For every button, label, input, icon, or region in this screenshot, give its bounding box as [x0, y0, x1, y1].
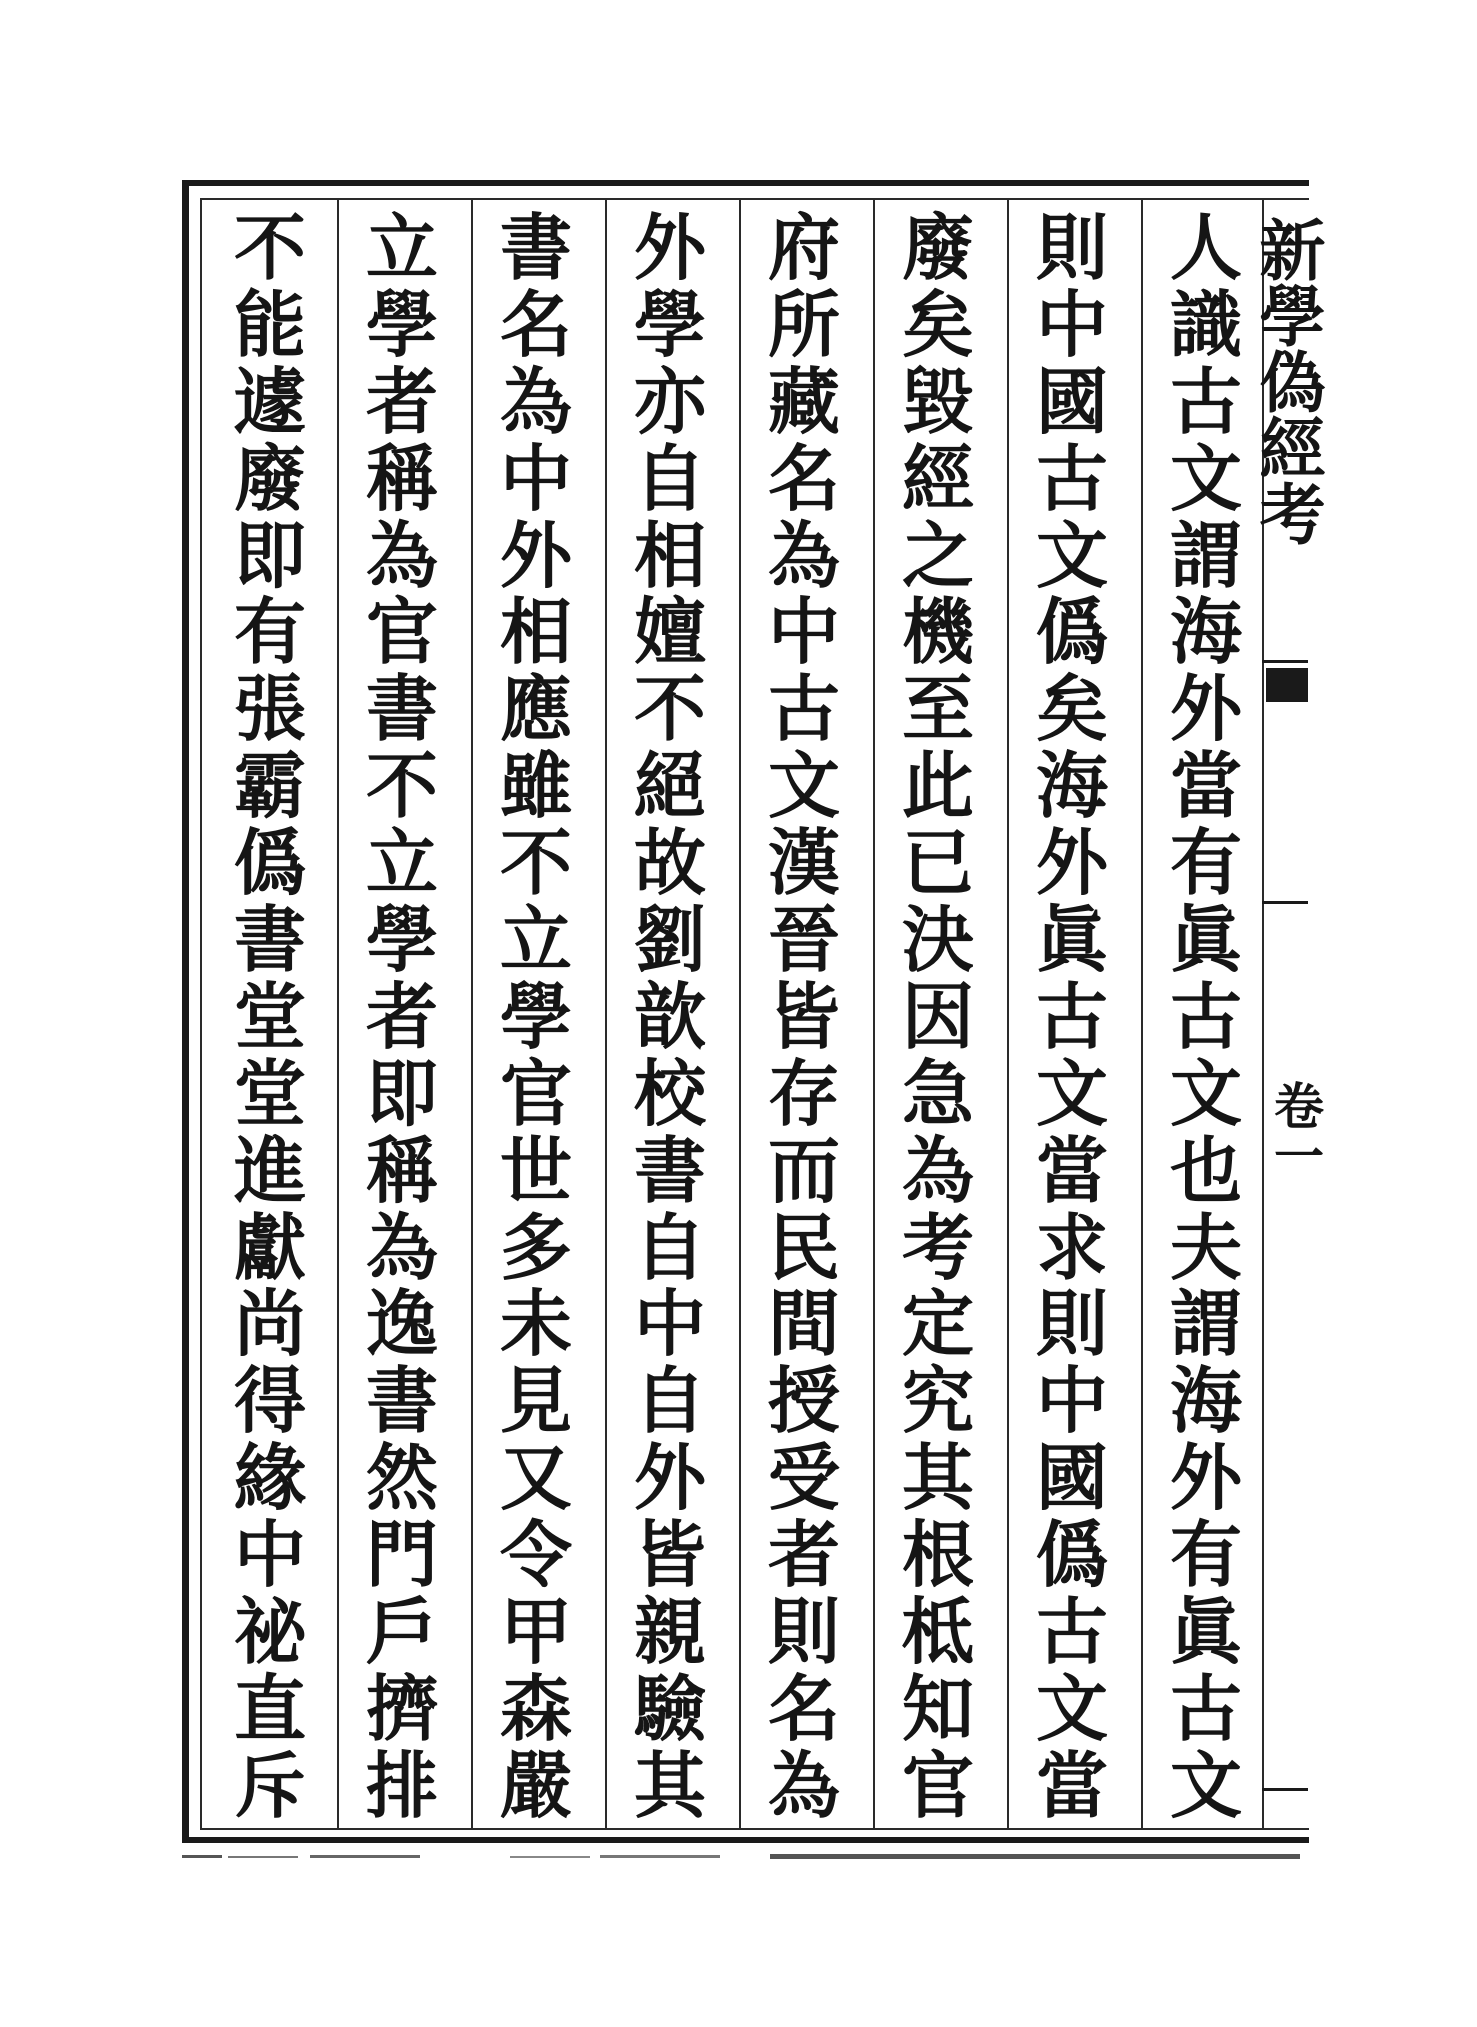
character: 中	[767, 589, 840, 675]
character: 毀	[901, 358, 974, 444]
character: 決	[901, 897, 974, 983]
character: 人	[1169, 205, 1242, 290]
character: 因	[901, 973, 974, 1059]
character: 文	[1169, 435, 1242, 521]
text-column-3	[874, 205, 1002, 1828]
fishtail-lower-rule	[1262, 1788, 1308, 1791]
character: 多	[499, 1204, 572, 1290]
character: 國	[1035, 358, 1108, 444]
character: 至	[901, 666, 974, 752]
character: 不	[499, 820, 572, 906]
character: 柢	[901, 1589, 974, 1675]
character: 古	[1169, 358, 1242, 444]
character: 書	[365, 666, 438, 752]
character: 堂	[233, 1050, 306, 1136]
character: 而	[767, 1127, 840, 1213]
character: 國	[1035, 1435, 1108, 1521]
character: 也	[1169, 1127, 1242, 1213]
character: 自	[633, 1204, 706, 1290]
juan-label: 卷一	[1266, 1080, 1325, 1180]
character: 嬗	[633, 589, 706, 675]
character: 名	[767, 435, 840, 521]
character: 森	[499, 1665, 572, 1751]
character: 雖	[499, 743, 572, 829]
character: 外	[499, 512, 572, 598]
character: 即	[233, 512, 306, 598]
character: 自	[633, 1358, 706, 1444]
character: 故	[633, 820, 706, 906]
character: 外	[1169, 1435, 1242, 1521]
character: 為	[499, 358, 572, 444]
character: 夫	[1169, 1204, 1242, 1290]
character: 為	[365, 1204, 438, 1290]
character: 存	[767, 1050, 840, 1136]
character: 此	[901, 743, 974, 829]
character: 急	[901, 1050, 974, 1136]
character: 立	[365, 820, 438, 906]
character: 矣	[901, 281, 974, 367]
character: 歆	[633, 973, 706, 1059]
character: 斥	[233, 1742, 306, 1828]
character: 中	[633, 1281, 706, 1367]
print-speckle	[180, 1852, 1310, 1862]
character: 其	[633, 1742, 706, 1828]
character: 晉	[767, 897, 840, 983]
character: 眞	[1169, 897, 1242, 983]
character: 所	[767, 281, 840, 367]
character: 古	[1169, 1665, 1242, 1751]
character: 求	[1035, 1204, 1108, 1290]
character: 機	[901, 589, 974, 675]
character: 堂	[233, 973, 306, 1059]
character: 甲	[499, 1589, 572, 1675]
character: 根	[901, 1512, 974, 1598]
character: 則	[1035, 1281, 1108, 1367]
character: 得	[233, 1358, 306, 1444]
character: 自	[633, 435, 706, 521]
character: 書	[233, 897, 306, 983]
character: 皆	[633, 1512, 706, 1598]
character: 為	[767, 512, 840, 598]
character: 嚴	[499, 1742, 572, 1828]
character: 定	[901, 1281, 974, 1367]
character: 之	[901, 512, 974, 598]
character: 遽	[233, 358, 306, 444]
character: 排	[365, 1742, 438, 1828]
character: 則	[1035, 205, 1108, 290]
character: 廢	[233, 435, 306, 521]
character: 矣	[1035, 666, 1108, 752]
character: 祕	[233, 1589, 306, 1675]
character: 令	[499, 1512, 572, 1598]
character: 中	[499, 435, 572, 521]
character: 府	[767, 205, 840, 290]
character: 親	[633, 1589, 706, 1675]
character: 學	[365, 897, 438, 983]
character: 能	[233, 281, 306, 367]
character: 稱	[365, 1127, 438, 1213]
character: 相	[499, 589, 572, 675]
character: 中	[1035, 281, 1108, 367]
character: 廢	[901, 205, 974, 290]
character: 稱	[365, 435, 438, 521]
text-column-8	[206, 205, 334, 1828]
character: 書	[499, 205, 572, 290]
character: 古	[1169, 973, 1242, 1059]
character: 霸	[233, 743, 306, 829]
character: 學	[365, 281, 438, 367]
character: 官	[499, 1050, 572, 1136]
character: 當	[1035, 1742, 1108, 1828]
center-fold-column	[1248, 200, 1326, 1828]
character: 謂	[1169, 512, 1242, 598]
character: 古	[1035, 1589, 1108, 1675]
character: 然	[365, 1435, 438, 1521]
text-column-6	[472, 205, 600, 1828]
character: 立	[499, 897, 572, 983]
character: 逸	[365, 1281, 438, 1367]
character: 立	[365, 205, 438, 290]
character: 不	[233, 205, 306, 290]
character: 緣	[233, 1435, 306, 1521]
character: 門	[365, 1512, 438, 1598]
character: 不	[365, 743, 438, 829]
fishtail-block	[1266, 668, 1308, 702]
character: 文	[1035, 1050, 1108, 1136]
character: 海	[1169, 589, 1242, 675]
character: 文	[1169, 1742, 1242, 1828]
character: 見	[499, 1358, 572, 1444]
character: 古	[1035, 435, 1108, 521]
character: 相	[633, 512, 706, 598]
character: 受	[767, 1435, 840, 1521]
character: 校	[633, 1050, 706, 1136]
character: 則	[767, 1589, 840, 1675]
character: 海	[1169, 1358, 1242, 1444]
character: 學	[499, 973, 572, 1059]
character: 究	[901, 1358, 974, 1444]
character: 絕	[633, 743, 706, 829]
character: 應	[499, 666, 572, 752]
character: 授	[767, 1358, 840, 1444]
character: 為	[901, 1127, 974, 1213]
character: 學	[633, 281, 706, 367]
character: 者	[365, 973, 438, 1059]
character: 中	[1035, 1358, 1108, 1444]
character: 古	[1035, 973, 1108, 1059]
character: 古	[767, 666, 840, 752]
character: 眞	[1169, 1589, 1242, 1675]
character: 張	[233, 666, 306, 752]
character: 外	[633, 205, 706, 290]
character: 民	[767, 1204, 840, 1290]
character: 外	[1169, 666, 1242, 752]
character: 僞	[1035, 589, 1108, 675]
character: 中	[233, 1512, 306, 1598]
character: 亦	[633, 358, 706, 444]
character: 外	[1035, 820, 1108, 906]
character: 知	[901, 1665, 974, 1751]
character: 海	[1035, 743, 1108, 829]
character: 僞	[233, 820, 306, 906]
character: 識	[1169, 281, 1242, 367]
character: 文	[1169, 1050, 1242, 1136]
text-column-7	[338, 205, 466, 1828]
character: 書	[365, 1358, 438, 1444]
character: 即	[365, 1050, 438, 1136]
character: 者	[767, 1512, 840, 1598]
character: 劉	[633, 897, 706, 983]
character: 戶	[365, 1589, 438, 1675]
character: 謂	[1169, 1281, 1242, 1367]
character: 文	[1035, 512, 1108, 598]
character: 未	[499, 1281, 572, 1367]
character: 尚	[233, 1281, 306, 1367]
character: 有	[1169, 820, 1242, 906]
text-column-5	[606, 205, 734, 1828]
character: 者	[365, 358, 438, 444]
character: 文	[1035, 1665, 1108, 1751]
character: 官	[365, 589, 438, 675]
character: 當	[1169, 743, 1242, 829]
character: 世	[499, 1127, 572, 1213]
character: 名	[499, 281, 572, 367]
character: 為	[365, 512, 438, 598]
character: 擠	[365, 1665, 438, 1751]
character: 有	[233, 589, 306, 675]
character: 間	[767, 1281, 840, 1367]
character: 為	[767, 1742, 840, 1828]
character: 獻	[233, 1204, 306, 1290]
character: 考	[901, 1204, 974, 1290]
character: 僞	[1035, 1512, 1108, 1598]
character: 直	[233, 1665, 306, 1751]
character: 藏	[767, 358, 840, 444]
text-column-2	[1008, 205, 1136, 1828]
character: 書	[633, 1127, 706, 1213]
character: 有	[1169, 1512, 1242, 1598]
text-column-4	[740, 205, 868, 1828]
character: 又	[499, 1435, 572, 1521]
character: 文	[767, 743, 840, 829]
character: 名	[767, 1665, 840, 1751]
character: 經	[901, 435, 974, 521]
character: 漢	[767, 820, 840, 906]
character: 外	[633, 1435, 706, 1521]
character: 當	[1035, 1127, 1108, 1213]
book-title: 新學偽經考	[1248, 216, 1326, 546]
character: 不	[633, 666, 706, 752]
character: 其	[901, 1435, 974, 1521]
character: 驗	[633, 1665, 706, 1751]
character: 皆	[767, 973, 840, 1059]
character: 眞	[1035, 897, 1108, 983]
character: 已	[901, 820, 974, 906]
character: 進	[233, 1127, 306, 1213]
character: 官	[901, 1742, 974, 1828]
